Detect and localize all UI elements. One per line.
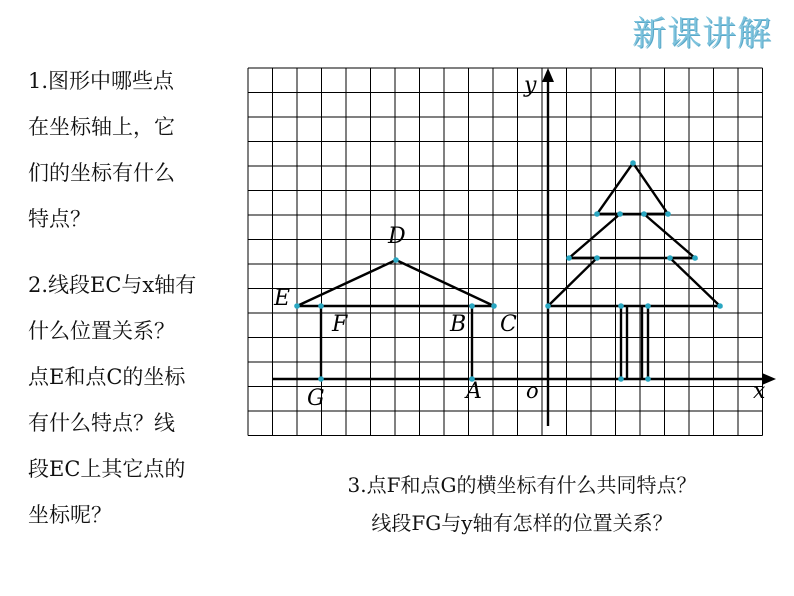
vertex-dot [594,211,600,217]
vertex-dot [618,303,624,309]
question-1-line-1: 1.图形中哪些点 [28,69,175,93]
vertex-dot [318,376,324,382]
vertex-dot [665,211,671,217]
point-label-b: B [450,312,467,337]
question-2-line-1: 2.线段EC与x轴有 [28,273,197,297]
question-1-line-2: 在坐标轴上，它 [28,115,175,139]
vertex-dot [717,303,723,309]
vertex-dot [545,303,551,309]
vertex-dot [630,160,636,166]
figure-labels [273,73,766,411]
question-2-line-4: 有什么特点？线 [28,411,175,435]
point-label-d: D [388,224,406,249]
page-header-title: 新课讲解 [632,14,772,54]
question-3-line-1: 3.点F和点G的横坐标有什么共同特点？ [347,473,697,497]
y-axis-arrow [542,68,554,82]
point-label-g: G [307,386,325,411]
vertex-dot [667,255,673,261]
vertex-dots [294,160,723,382]
vertex-dot [692,255,698,261]
vertex-dot [318,303,324,309]
question-2-line-5: 段EC上其它点的 [28,457,186,481]
x-axis-label: x [753,379,766,404]
vertex-dot [594,255,600,261]
vertex-dot [617,211,623,217]
origin-label: o [526,379,539,403]
vertex-dot [618,376,624,382]
vertex-dot [645,303,651,309]
vertex-dot [645,376,651,382]
vertex-dot [469,303,475,309]
vertex-dot [491,303,497,309]
y-axis-label: y [524,73,537,98]
vertex-dot [393,257,399,263]
vertex-dot [566,255,572,261]
question-3-line-2: 线段FG与y轴有怎样的位置关系？ [371,511,673,535]
point-label-f: F [332,312,348,337]
figure-shapes [297,163,720,379]
question-2-line-6: 坐标呢？ [28,503,112,527]
question-1-line-3: 们的坐标有什么 [28,161,175,185]
question-2-line-3: 点E和点C的坐标 [28,365,186,389]
vertex-dot [641,211,647,217]
grid-lines [248,68,776,436]
vertex-dot [294,303,300,309]
tree-outline [548,163,720,306]
point-label-a: A [466,379,482,404]
point-label-e: E [274,286,291,311]
question-1-line-4: 特点？ [28,207,91,231]
point-label-c: C [500,312,517,337]
question-2-line-2: 什么位置关系？ [28,319,175,343]
